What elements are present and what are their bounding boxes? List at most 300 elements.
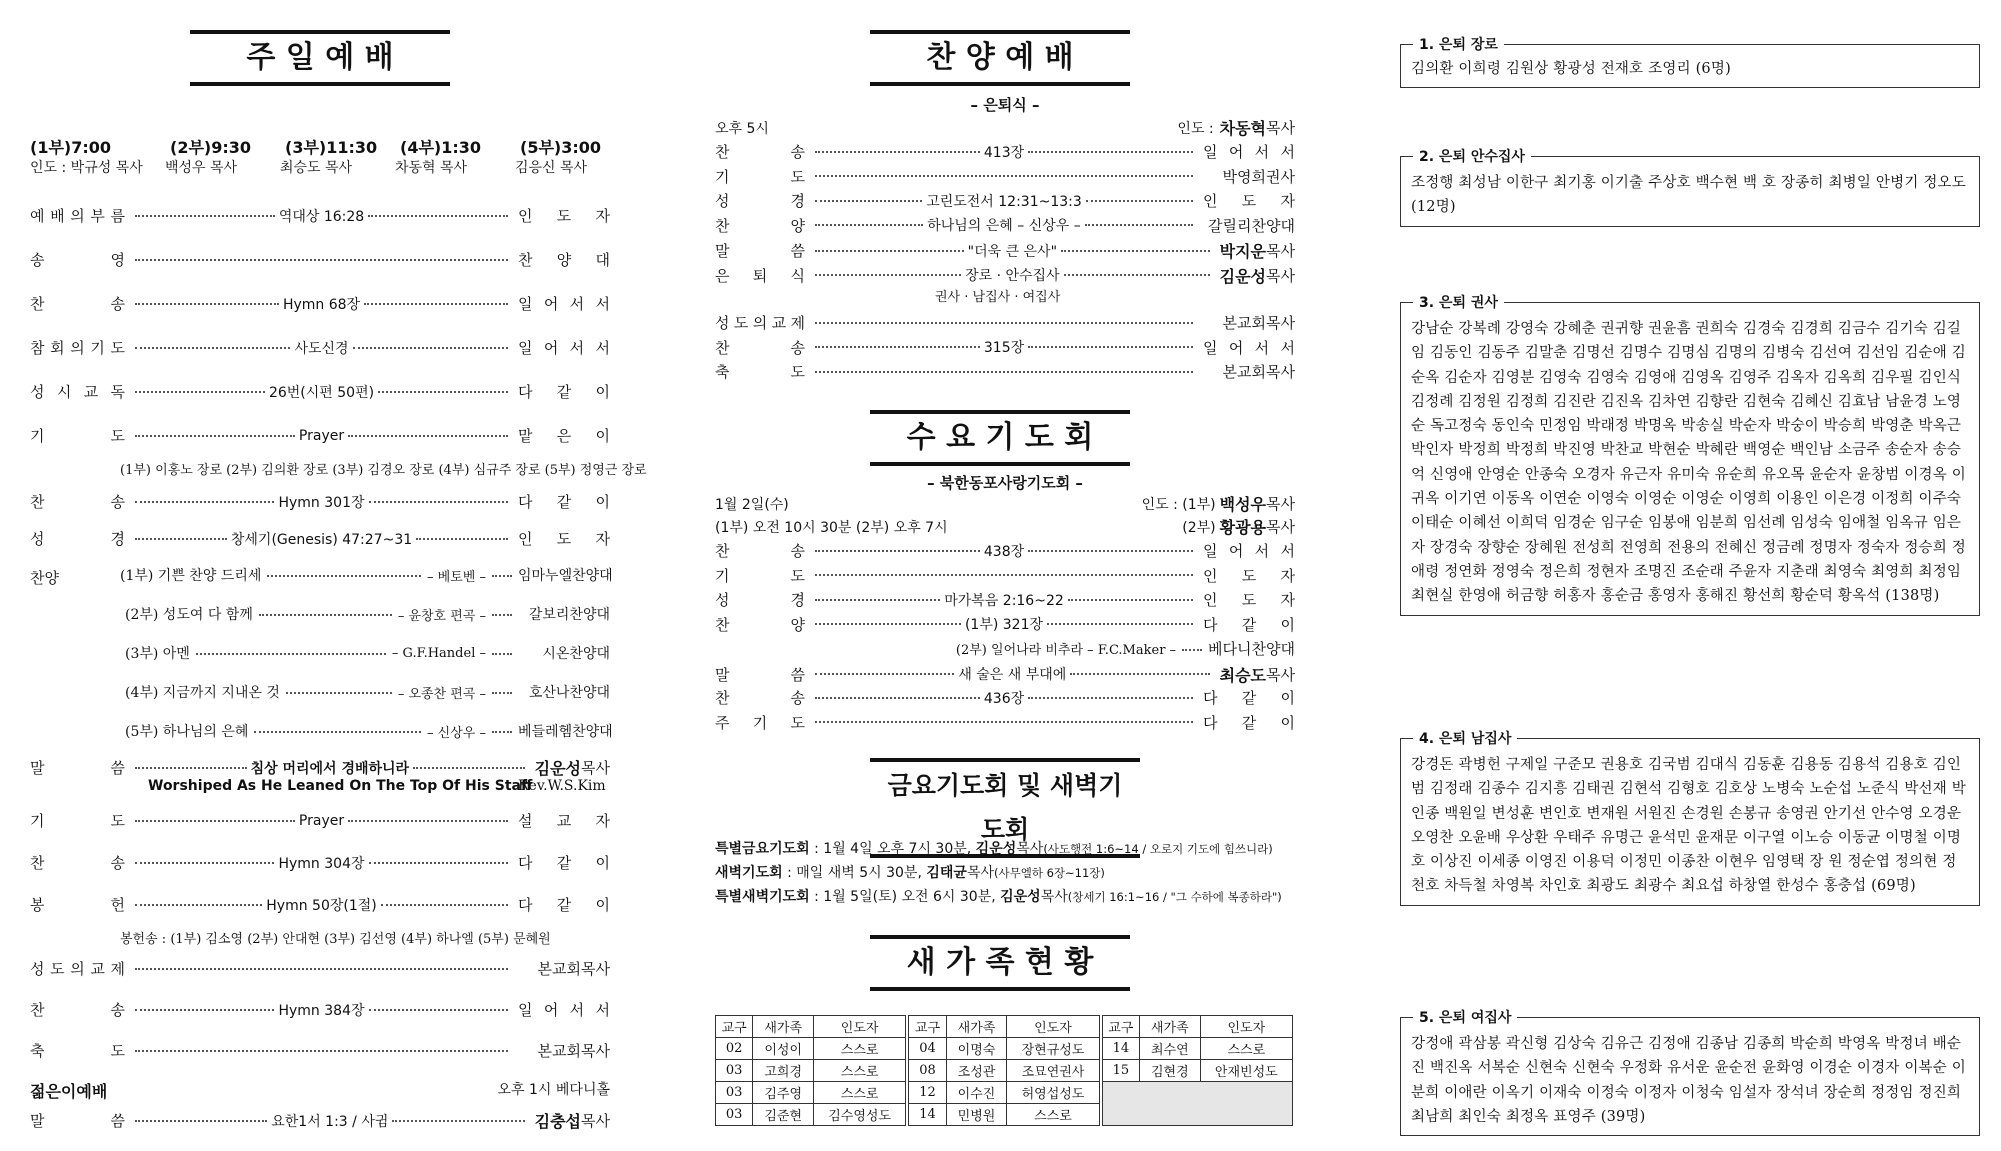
friday-line-ref: (창세기 16:1~16 / "그 수하에 복종하라") — [1067, 890, 1282, 904]
sunday-item-right: 본교회목사 — [537, 1042, 610, 1060]
offering-note: 봉헌송 : (1부) 김소영 (2부) 안대현 (3부) 김선영 (4부) 하나엘 (5부) 문혜원 — [120, 932, 551, 947]
service-time: (5부)3:00 — [520, 138, 602, 157]
dot-leader — [492, 731, 512, 733]
praise-leader-label: 인도 : — [1177, 120, 1214, 137]
praise-item-leader-line — [815, 142, 1193, 162]
wednesday-sermon-row — [715, 663, 1295, 686]
table-row — [909, 1104, 1099, 1126]
table-cell: 허영섭성도 — [1007, 1082, 1099, 1104]
sunday-item-row — [30, 491, 610, 512]
sunday-item-content: Hymn 301장 — [274, 492, 368, 512]
sermon-row — [30, 756, 610, 779]
sunday-item-right: 맡 은 이 — [518, 427, 610, 445]
wednesday-item-right: 다 같 이 — [1203, 615, 1295, 634]
sunday-item-right: 다 같 이 — [518, 493, 610, 511]
wednesday-item-leader-line — [815, 574, 1193, 576]
sunday-item-label: 기 도 — [30, 812, 125, 830]
dot-leader — [259, 614, 392, 616]
praise-item-leader-line — [815, 241, 1210, 261]
dot-leader — [815, 250, 964, 252]
table-cell: 이수진 — [946, 1082, 1007, 1104]
praise-item-content: 315장 — [980, 337, 1028, 357]
wednesday-leader2-label: (2부) — [1182, 519, 1216, 536]
dot-leader — [135, 435, 295, 437]
praise-item-row — [715, 312, 1295, 333]
table-cell: 03 — [716, 1060, 753, 1082]
dot-leader — [135, 259, 508, 261]
table-cell: 08 — [909, 1060, 946, 1082]
praise-item-label: 말 씀 — [715, 242, 805, 260]
dot-leader — [815, 151, 980, 153]
youth-sermon-person: 김충섭 — [534, 1112, 582, 1131]
dot-leader — [364, 303, 508, 305]
sunday-item-leader-line — [135, 813, 508, 829]
anthem-choir: 갈보리찬양대 — [528, 607, 610, 623]
sunday-item-leader-line — [135, 1050, 508, 1052]
friday-line-person: 김태균 — [926, 865, 967, 881]
sunday-item-content: 사도신경 — [290, 338, 352, 358]
dot-leader — [1070, 673, 1209, 675]
service-leader: 인도 : 박규성 목사 — [30, 160, 143, 176]
table-cell: 장현규성도 — [1007, 1038, 1099, 1060]
sunday-item-label: 찬 송 — [30, 1001, 125, 1019]
wednesday-leader2-title: 목사 — [1266, 518, 1295, 536]
dot-leader — [815, 224, 923, 226]
sermon-title: 침상 머리에서 경배하니라 — [247, 758, 414, 778]
dot-leader — [1068, 599, 1193, 601]
anthem-title: (3부) 아멘 — [125, 646, 190, 662]
wednesday-item-leader-line — [815, 721, 1193, 723]
wednesday-leader1-title: 목사 — [1266, 495, 1295, 513]
wednesday-item-leader-line — [815, 541, 1193, 561]
dot-leader — [492, 575, 512, 577]
sunday-item-row — [30, 528, 610, 549]
sunday-item-right: 다 같 이 — [518, 896, 610, 914]
dot-leader — [1064, 274, 1210, 276]
wednesday-item-row — [715, 565, 1295, 586]
dot-leader — [135, 1009, 274, 1011]
wednesday-item-right: 인 도 자 — [1203, 591, 1295, 609]
anthem-title: (1부) 기쁜 찬양 드리세 — [120, 568, 262, 584]
dot-leader — [1085, 224, 1193, 226]
retiree-group-legend: 4. 은퇴 남집사 — [1413, 728, 1517, 748]
friday-line-ref: (사무엘하 6장~11장) — [994, 866, 1105, 880]
service-leader: 최승도 목사 — [280, 160, 353, 176]
wednesday-date: 1월 2일(수) — [715, 496, 789, 513]
table-header-row — [909, 1016, 1099, 1038]
praise-item-leader-line — [815, 337, 1193, 357]
sunday-item-label: 찬 송 — [30, 295, 125, 313]
wednesday-item-label: 기 도 — [715, 566, 805, 585]
sunday-title: 주 일 예 배 — [190, 30, 450, 86]
youth-sermon-label: 말 씀 — [30, 1112, 125, 1130]
sunday-item-leader-line — [135, 1000, 508, 1020]
sunday-item-right: 인 도 자 — [518, 530, 610, 548]
dot-leader — [392, 1120, 524, 1122]
sunday-item-label: 축 도 — [30, 1042, 125, 1060]
sunday-item-row — [30, 337, 610, 358]
table-cell: 조성관 — [946, 1060, 1007, 1082]
praise-item-row — [715, 337, 1295, 358]
service-leader: 김응신 목사 — [515, 160, 588, 176]
anthem-choir: 베들레헴찬양대 — [518, 724, 613, 740]
sunday-item-right: 일 어 서 서 — [518, 1001, 610, 1019]
youth-title: 젊은이예배 — [30, 1082, 108, 1101]
dot-leader — [815, 274, 961, 276]
sunday-item-leader-line — [135, 968, 508, 970]
sunday-item-leader-line — [135, 492, 508, 512]
retiree-names: 강정애 곽삼봉 곽신형 김상숙 김유근 김정애 김종남 김종희 박순희 박영옥 박정녀 배순진 백진옥 서복순 신현숙 신현숙 우정화 유서운 윤순전 윤화영 이경순 이경자 이복순 이분희 이애란 이옥기 이재숙 이정숙 이정자 이청숙 임설자 장석녀 장순희 정정임 정진희 최남희 최인숙 최정옥 표영주 (39명) — [1411, 1036, 1966, 1125]
column-header: 인도자 — [1200, 1016, 1292, 1038]
wednesday-leader2: 황광용 — [1219, 518, 1267, 537]
service-time: (2부)9:30 — [170, 138, 252, 157]
praise-item-content: 413장 — [980, 142, 1028, 162]
dot-leader — [815, 574, 1193, 576]
sunday-item-leader-line — [135, 895, 508, 915]
sunday-item-right: 본교회목사 — [537, 960, 610, 978]
dot-leader — [815, 200, 922, 202]
sermon-label: 말 씀 — [30, 759, 125, 777]
dot-leader — [135, 968, 508, 970]
retire-note: 권사 · 남집사 · 여집사 — [935, 290, 1061, 305]
friday-line-title: 목사 — [1040, 889, 1068, 905]
table-cell: 스스로 — [813, 1038, 905, 1060]
table-row — [716, 1038, 906, 1060]
wednesday-item-right: 인 도 자 — [1203, 566, 1295, 585]
sunday-item-row — [30, 249, 610, 270]
table-cell: 스스로 — [813, 1082, 905, 1104]
wednesday-item-label: 찬 송 — [715, 689, 805, 707]
dot-leader — [815, 623, 961, 625]
wednesday-sermon-content: 새 술은 새 부대에 — [954, 664, 1070, 684]
praise-item-label: 찬 양 — [715, 216, 805, 235]
sunday-item-row — [30, 1040, 610, 1061]
table-row — [909, 1038, 1099, 1060]
friday-line-title: 목사 — [966, 865, 994, 881]
table-cell: 이성이 — [753, 1038, 814, 1060]
friday-line-label: 특별금요기도회 — [715, 841, 810, 857]
dot-leader — [135, 501, 274, 503]
dot-leader — [815, 550, 980, 552]
praise-leader: 차동혁 — [1219, 119, 1267, 138]
table-cell: 고희경 — [753, 1060, 814, 1082]
dot-leader — [1182, 649, 1202, 651]
praise-item-leader-line — [815, 371, 1193, 373]
sunday-item-right: 찬 양 대 — [518, 251, 610, 269]
table-cell: 03 — [716, 1082, 753, 1104]
wednesday-item-row — [715, 687, 1295, 708]
praise-item-title: 목사 — [1266, 242, 1295, 260]
dot-leader — [135, 767, 247, 769]
sunday-item-label: 송 영 — [30, 251, 125, 269]
retiree-group-box — [1400, 149, 1980, 227]
friday-line-text: : 매일 새벽 5시 30분, — [782, 865, 927, 881]
dot-leader — [369, 862, 508, 864]
wednesday-item-content: 436장 — [980, 688, 1028, 708]
table-cell: 김주영 — [753, 1082, 814, 1104]
service-time: (1부)7:00 — [30, 138, 112, 157]
wednesday-times: (1부) 오전 10시 30분 (2부) 오후 7시 — [715, 519, 948, 536]
sunday-item-label: 예 배 의 부 름 — [30, 207, 125, 225]
wednesday-anthem2-row — [715, 638, 1295, 659]
sunday-item-label: 성 도 의 교 제 — [30, 960, 125, 978]
table-cell: 14 — [909, 1104, 946, 1126]
wednesday-item-row — [715, 614, 1295, 635]
praise-title: 찬 양 예 배 — [870, 30, 1130, 86]
dot-leader — [378, 391, 508, 393]
empty-cell — [1102, 1082, 1292, 1126]
retiree-group-box — [1400, 37, 1980, 88]
sunday-item-right: 설 교 자 — [518, 812, 610, 830]
sermon-preacher: 김운성 — [534, 759, 582, 778]
wednesday-sermon-leader-line — [815, 664, 1210, 684]
retiree-group-legend: 5. 은퇴 여집사 — [1413, 1007, 1517, 1027]
table-cell: 이명숙 — [946, 1038, 1007, 1060]
dot-leader — [135, 215, 275, 217]
sunday-item-leader-line — [135, 529, 508, 549]
praise-item-row — [715, 239, 1295, 262]
praise-item-person: 박지운 — [1219, 242, 1267, 261]
dot-leader — [135, 303, 279, 305]
praise-item-leader-line — [815, 215, 1193, 235]
dot-leader — [1086, 200, 1193, 202]
dot-leader — [368, 215, 508, 217]
retiree-names: 강남순 강복례 강영숙 강혜춘 권귀향 권윤흠 권희숙 김경숙 김경희 김금수 김기숙 김길임 김동인 김동주 김말춘 김명선 김명수 김명심 김명의 김병숙 김선여 김선임 김순애 김순옥 김순자 김영분 김영숙 김영숙 김영애 김영옥 김영주 김옥자 김옥희 김우필 김인식 김정례 김정원 김정희 김진란 김진옥 김차연 김향란 김현숙 김혜신 김효남 남윤경 노영순 독고정숙 동인숙 민정임 박래정 박명옥 박송실 박순자 박숭이 박승희 박영춘 박옥근 박인자 박정희 박정희 박진영 박찬교 박현순 박혜란 백영순 백인남 소금주 송순자 송승억 신영애 안영순 안종숙 오경자 유근자 유미숙 유순희 유오목 윤순자 윤창범 이경옥 이귀옥 이기연 이동옥 이연순 이영숙 이영순 이영순 이영희 이용인 이은경 이정희 이주숙 이태순 이혜선 이희덕 임경순 임구순 임봉애 임분희 임선례 임성숙 임애철 임옥규 임은자 장경숙 장향순 장혜원 전성희 전영희 전용의 전혜신 정금례 정명자 정숙자 정승희 정애령 정연화 정영숙 정은희 정현자 조명진 조순래 주윤자 지춘래 최영숙 최영희 최정임 최현실 한영애 허금향 허홍자 홍순금 홍영자 홍해진 황선희 황순덕 황옥석 (138명) — [1411, 321, 1966, 605]
praise-item-label: 기 도 — [715, 167, 805, 186]
dot-leader — [196, 653, 386, 655]
anthem-title: (5부) 하나님의 은혜 — [125, 724, 249, 740]
dot-leader — [348, 820, 508, 822]
dot-leader — [135, 862, 274, 864]
sunday-item-row — [30, 958, 610, 979]
table-cell: 조묘연권사 — [1007, 1060, 1099, 1082]
dot-leader — [1047, 623, 1193, 625]
dot-leader — [815, 697, 980, 699]
retiree-group-legend: 1. 은퇴 장로 — [1413, 34, 1504, 54]
column-header: 교구 — [909, 1016, 946, 1038]
wednesday-sermon-person: 최승도 — [1219, 665, 1267, 685]
wednesday-item-row — [715, 540, 1295, 561]
table-row — [716, 1104, 906, 1126]
dot-leader — [815, 721, 1193, 723]
dot-leader — [815, 346, 980, 348]
anthem-row — [120, 565, 613, 585]
wednesday-item-leader-line — [815, 590, 1193, 610]
table-cell: 김준현 — [753, 1104, 814, 1126]
dot-leader — [416, 538, 508, 540]
dot-leader — [286, 692, 392, 694]
wednesday-item-content: (1부) 321장 — [961, 614, 1047, 634]
anthem-choir: 호산나찬양대 — [528, 685, 610, 701]
sunday-item-right: 인 도 자 — [518, 207, 610, 225]
praise-leader-title: 목사 — [1266, 119, 1295, 137]
column-header: 새가족 — [753, 1016, 814, 1038]
friday-line — [715, 838, 1273, 858]
praise-item-person: 김운성 — [1219, 266, 1267, 286]
table-row — [909, 1082, 1099, 1104]
sunday-item-right: 다 같 이 — [518, 383, 610, 401]
sunday-item-content: Prayer — [295, 813, 348, 829]
friday-line — [715, 862, 1105, 882]
sunday-item-row — [30, 999, 610, 1020]
sunday-item-label: 성 경 — [30, 530, 125, 548]
dot-leader — [135, 347, 290, 349]
newfamily-tables — [715, 1015, 1295, 1126]
anthem-composer: – 신상우 – — [427, 725, 486, 741]
praise-item-leader-line — [815, 191, 1193, 211]
sunday-item-content: Hymn 68장 — [279, 294, 364, 314]
sunday-item-label: 참 회 의 기 도 — [30, 339, 125, 357]
praise-item-right: 본교회목사 — [1222, 363, 1295, 381]
wednesday-item-right: 일 어 서 서 — [1203, 542, 1295, 560]
wednesday-item-content: 마가복음 2:16~22 — [940, 590, 1068, 610]
retiree-names: 조정행 최성남 이한구 최기홍 이기출 주상호 백수현 백 호 장종히 최병일 안병기 정오도 (12명) — [1411, 175, 1966, 216]
youth-sermon-content: 요한1서 1:3 / 사귐 — [267, 1111, 392, 1131]
retiree-group-legend: 2. 은퇴 안수집사 — [1413, 146, 1531, 166]
retiree-names: 김의환 이희령 김원상 황광성 전재호 조영리 (6명) — [1411, 61, 1731, 77]
praise-item-content: 고린도전서 12:31~13:3 — [922, 191, 1086, 211]
praise-item-leader-line — [815, 265, 1210, 285]
anthem-composer: – 오종찬 편곡 – — [397, 686, 486, 702]
wednesday-leader1-label: 인도 : (1부) — [1141, 496, 1216, 513]
sunday-item-right: 일 어 서 서 — [518, 295, 610, 313]
sunday-item-label: 찬 송 — [30, 854, 125, 872]
dot-leader — [1061, 250, 1210, 252]
wednesday-title: 수 요 기 도 회 — [870, 410, 1130, 466]
dot-leader — [1028, 151, 1193, 153]
dot-leader — [492, 692, 512, 694]
wednesday-item-label: 성 경 — [715, 591, 805, 609]
praise-item-label: 축 도 — [715, 363, 805, 381]
praise-item-row — [715, 166, 1295, 187]
service-leader: 백성우 목사 — [165, 160, 238, 176]
praise-item-row — [715, 361, 1295, 382]
wednesday-anthem2-choir: 베다니찬양대 — [1208, 640, 1295, 658]
column-header: 새가족 — [1140, 1016, 1201, 1038]
anthem-label: 찬양 — [30, 569, 59, 587]
dot-leader — [815, 175, 1193, 177]
wednesday-item-content: 438장 — [980, 541, 1028, 561]
retiree-group-box — [1400, 1010, 1980, 1136]
youth-sermon-row — [30, 1109, 610, 1132]
wednesday-sermon-label: 말 씀 — [715, 665, 805, 684]
wednesday-item-label: 찬 송 — [715, 542, 805, 560]
dot-leader — [381, 904, 508, 906]
sunday-item-leader-line — [135, 338, 508, 358]
dot-leader — [135, 1050, 508, 1052]
sunday-item-content: 역대상 16:28 — [275, 206, 368, 226]
table-cell: 민병원 — [946, 1104, 1007, 1126]
newfamily-title: 새 가 족 현 황 — [870, 935, 1130, 991]
wednesday-item-label: 주 기 도 — [715, 713, 805, 732]
column-header: 새가족 — [946, 1016, 1007, 1038]
anthem-row — [125, 721, 613, 741]
praise-item-right: 갈릴리찬양대 — [1208, 216, 1295, 235]
wednesday-item-right: 다 같 이 — [1203, 713, 1295, 732]
table-cell: 14 — [1102, 1038, 1139, 1060]
dot-leader — [135, 820, 295, 822]
praise-item-label: 은 퇴 식 — [715, 266, 805, 285]
service-leader: 차동혁 목사 — [395, 160, 468, 176]
sunday-item-row — [30, 852, 610, 873]
praise-sub: – 은퇴식 – — [970, 96, 1040, 114]
sunday-item-leader-line — [135, 382, 508, 402]
dot-leader — [492, 614, 512, 616]
sunday-item-content: Prayer — [295, 428, 348, 444]
table-row — [1102, 1038, 1292, 1060]
sunday-item-label: 성 시 교 독 — [30, 383, 125, 401]
dot-leader — [135, 391, 265, 393]
column-header: 인도자 — [1007, 1016, 1099, 1038]
friday-line-ref: (사도행전 1:6~14 / 오로지 기도에 힘쓰니라) — [1043, 842, 1273, 856]
service-time: (3부)11:30 — [285, 138, 378, 157]
wednesday-date-row — [715, 492, 1295, 515]
sunday-item-label: 찬 송 — [30, 493, 125, 511]
retiree-group-box — [1400, 731, 1980, 906]
anthem-row — [125, 682, 610, 702]
sermon-preacher-title: 목사 — [581, 759, 610, 777]
sunday-item-label: 봉 헌 — [30, 896, 125, 914]
anthem-choir: 시온찬양대 — [542, 646, 610, 662]
friday-line-text: : 1월 4일 오후 7시 30분, — [809, 841, 976, 857]
dot-leader — [135, 538, 227, 540]
youth-info: 오후 1시 베다니홀 — [497, 1082, 610, 1098]
table-cell: 03 — [716, 1104, 753, 1126]
table-row — [716, 1060, 906, 1082]
anthem-choir: 임마누엘찬양대 — [518, 568, 613, 584]
praise-item-content: "더욱 큰 은사" — [964, 241, 1061, 261]
wednesday-times-row — [715, 515, 1295, 538]
sunday-item-content: Hymn 384장 — [274, 1000, 368, 1020]
sunday-item-right: 일 어 서 서 — [518, 339, 610, 357]
service-times — [30, 135, 610, 177]
newfamily-table — [1102, 1015, 1293, 1126]
table-cell: 12 — [909, 1082, 946, 1104]
dot-leader — [348, 435, 508, 437]
anthem-title: (2부) 성도여 다 함께 — [125, 607, 253, 623]
praise-item-row — [715, 215, 1295, 236]
sunday-item-content: Hymn 50장(1절) — [262, 895, 380, 915]
praise-item-row — [715, 190, 1295, 211]
dot-leader — [1028, 550, 1193, 552]
newfamily-table — [715, 1015, 906, 1126]
praise-item-leader-line — [815, 322, 1193, 324]
wednesday-sermon-title: 목사 — [1266, 665, 1295, 684]
praise-item-label: 성 경 — [715, 192, 805, 210]
praise-item-title: 목사 — [1266, 266, 1295, 285]
table-row — [909, 1060, 1099, 1082]
friday-line-person: 김운성 — [975, 841, 1017, 857]
wednesday-item-right: 다 같 이 — [1203, 689, 1295, 707]
dot-leader — [135, 1120, 267, 1122]
praise-item-label: 찬 송 — [715, 143, 805, 161]
wednesday-item-row — [715, 712, 1295, 733]
dot-leader — [413, 767, 525, 769]
table-cell: 04 — [909, 1038, 946, 1060]
sunday-item-leader-line — [135, 294, 508, 314]
praise-item-right: 본교회목사 — [1222, 314, 1295, 332]
dot-leader — [815, 371, 1193, 373]
friday-line-title: 목사 — [1016, 841, 1044, 857]
friday-line-label: 특별새벽기도회 — [715, 889, 810, 905]
friday-line — [715, 886, 1282, 906]
praise-item-right: 일 어 서 서 — [1203, 338, 1295, 357]
dot-leader — [353, 347, 508, 349]
wednesday-item-leader-line — [815, 688, 1193, 708]
praise-item-label: 찬 송 — [715, 338, 805, 357]
anthem-composer: – G.F.Handel – — [391, 645, 486, 661]
friday-line-person: 김운성 — [1000, 889, 1041, 905]
